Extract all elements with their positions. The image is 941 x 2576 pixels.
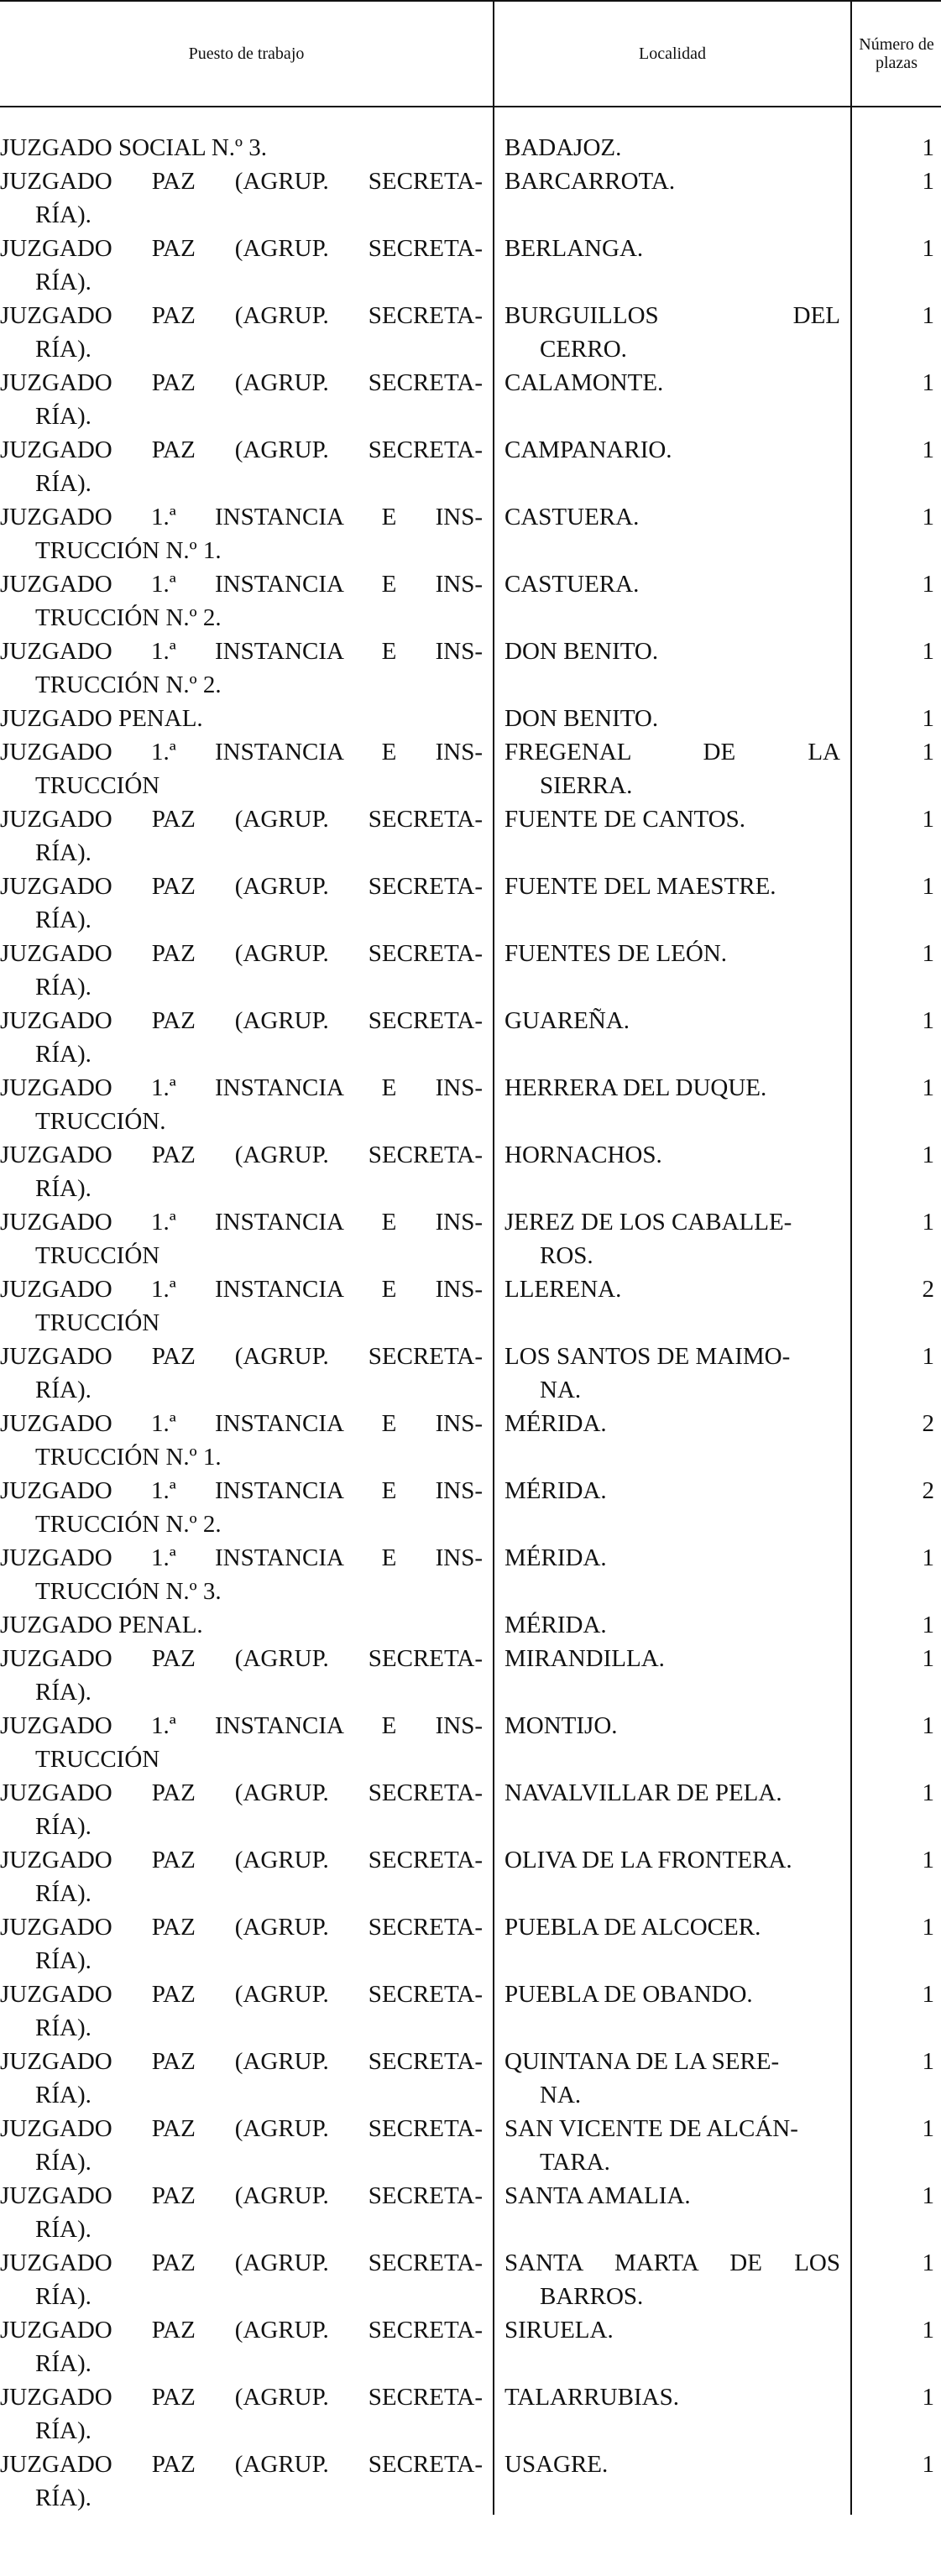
puesto-continuation: RÍA). [35, 2014, 91, 2041]
table-row [0, 1541, 941, 1608]
localidad-line: JEREZ DE LOS CABALLE- [504, 1209, 792, 1236]
cell-plazas: 1 [851, 2112, 941, 2179]
cell-plazas: 1 [851, 1642, 941, 1709]
localidad-line: CAMPANARIO. [504, 436, 672, 463]
table-row [0, 2448, 941, 2515]
puesto-continuation: TRUCCIÓN N.º 2. [35, 671, 222, 698]
cell-localidad [494, 735, 851, 802]
puesto-continuation: RÍA). [35, 839, 91, 866]
puesto-continuation: TRUCCIÓN N.º 3. [35, 1578, 222, 1605]
puesto-line: JUZGADO PAZ (AGRUP. SECRETA- [0, 1142, 483, 1168]
localidad-line: TALARRUBIAS. [504, 2384, 679, 2411]
puesto-line: JUZGADO 1.ª INSTANCIA E INS- [0, 1544, 483, 1571]
puesto-continuation: TRUCCIÓN N.º 1. [35, 1444, 222, 1471]
cell-localidad [494, 1642, 851, 1709]
puesto-continuation: RÍA). [35, 2216, 91, 2243]
puesto-line: JUZGADO PAZ (AGRUP. SECRETA- [0, 235, 483, 262]
puesto-line: JUZGADO PAZ (AGRUP. SECRETA- [0, 806, 483, 833]
cell-plazas: 1 [851, 131, 941, 165]
puesto-continuation: TRUCCIÓN [35, 1746, 160, 1773]
cell-localidad [494, 635, 851, 702]
puesto-line: JUZGADO PAZ (AGRUP. SECRETA- [0, 168, 483, 195]
localidad-line: PUEBLA DE OBANDO. [504, 1981, 753, 2008]
cell-plazas: 1 [851, 1608, 941, 1642]
cell-puesto [0, 2380, 494, 2448]
table-row [0, 937, 941, 1004]
puesto-continuation: TRUCCIÓN [35, 1309, 160, 1336]
puesto-continuation: RÍA). [35, 1947, 91, 1974]
table-row [0, 2112, 941, 2179]
table-row [0, 2179, 941, 2246]
puesto-line: JUZGADO PAZ (AGRUP. SECRETA- [0, 2451, 483, 2478]
cell-puesto [0, 1205, 494, 1272]
table-row [0, 366, 941, 433]
cell-puesto [0, 500, 494, 567]
cell-puesto [0, 1776, 494, 1843]
cell-puesto [0, 702, 494, 735]
cell-puesto [0, 1071, 494, 1138]
puesto-line: JUZGADO PAZ (AGRUP. SECRETA- [0, 1343, 483, 1370]
cell-plazas: 1 [851, 299, 941, 366]
localidad-line: MIRANDILLA. [504, 1645, 665, 1672]
puesto-continuation: RÍA). [35, 336, 91, 363]
spacer-row [0, 107, 941, 131]
table-row [0, 2045, 941, 2112]
table-row [0, 1910, 941, 1978]
cell-puesto [0, 870, 494, 937]
cell-localidad [494, 1910, 851, 1978]
cell-plazas: 1 [851, 1541, 941, 1608]
cell-plazas: 1 [851, 735, 941, 802]
table-row [0, 500, 941, 567]
puesto-line: JUZGADO PAZ (AGRUP. SECRETA- [0, 369, 483, 396]
cell-puesto [0, 433, 494, 500]
cell-localidad [494, 2313, 851, 2380]
localidad-line: HORNACHOS. [504, 1142, 662, 1168]
cell-puesto [0, 2045, 494, 2112]
cell-puesto [0, 131, 494, 165]
puesto-continuation: RÍA). [35, 1377, 91, 1403]
puesto-continuation: RÍA). [35, 2082, 91, 2108]
localidad-continuation: NA. [540, 2082, 582, 2108]
cell-plazas: 1 [851, 635, 941, 702]
cell-puesto [0, 1272, 494, 1340]
table-row [0, 1608, 941, 1642]
cell-plazas: 1 [851, 1910, 941, 1978]
cell-localidad [494, 702, 851, 735]
puesto-line: JUZGADO 1.ª INSTANCIA E INS- [0, 1209, 483, 1236]
table-row [0, 232, 941, 299]
localidad-line: MÉRIDA. [504, 1612, 607, 1638]
cell-puesto [0, 635, 494, 702]
localidad-line: HERRERA DEL DUQUE. [504, 1074, 767, 1101]
cell-puesto [0, 165, 494, 232]
cell-localidad [494, 2112, 851, 2179]
localidad-line: SAN VICENTE DE ALCÁN- [504, 2115, 798, 2142]
table-row [0, 635, 941, 702]
localidad-continuation: NA. [540, 1377, 582, 1403]
localidad-line: OLIVA DE LA FRONTERA. [504, 1847, 792, 1873]
cell-localidad [494, 1541, 851, 1608]
header-row [0, 1, 941, 107]
localidad-line: CALAMONTE. [504, 369, 664, 396]
cell-plazas: 2 [851, 1407, 941, 1474]
localidad-continuation: BARROS. [540, 2283, 644, 2310]
puesto-line: JUZGADO PAZ (AGRUP. SECRETA- [0, 2182, 483, 2209]
cell-puesto [0, 232, 494, 299]
table-row [0, 1776, 941, 1843]
cell-puesto [0, 1709, 494, 1776]
cell-plazas: 1 [851, 1978, 941, 2045]
puesto-continuation: TRUCCIÓN. [35, 1108, 166, 1135]
localidad-line: NAVALVILLAR DE PELA. [504, 1779, 782, 1806]
puesto-continuation: TRUCCIÓN [35, 1242, 160, 1269]
localidad-line: QUINTANA DE LA SERE- [504, 2048, 780, 2075]
localidad-line: SANTA MARTA DE LOS [504, 2249, 840, 2276]
cell-puesto [0, 1340, 494, 1407]
localidad-line: BERLANGA. [504, 235, 644, 262]
cell-plazas: 1 [851, 2448, 941, 2515]
cell-puesto [0, 1407, 494, 1474]
puesto-continuation: RÍA). [35, 2149, 91, 2176]
cell-plazas: 1 [851, 165, 941, 232]
cell-plazas: 1 [851, 937, 941, 1004]
puesto-line: JUZGADO PAZ (AGRUP. SECRETA- [0, 2048, 483, 2075]
cell-plazas: 1 [851, 1004, 941, 1071]
puesto-continuation: RÍA). [35, 2350, 91, 2377]
cell-plazas: 1 [851, 1776, 941, 1843]
table-row [0, 1071, 941, 1138]
table-row [0, 1642, 941, 1709]
cell-localidad [494, 366, 851, 433]
localidad-line: DON BENITO. [504, 705, 659, 732]
puesto-continuation: RÍA). [35, 470, 91, 497]
cell-localidad [494, 2246, 851, 2313]
puesto-line: JUZGADO 1.ª INSTANCIA E INS- [0, 739, 483, 765]
cell-localidad [494, 1205, 851, 1272]
localidad-continuation: ROS. [540, 1242, 593, 1269]
cell-plazas: 1 [851, 433, 941, 500]
cell-localidad [494, 1407, 851, 1474]
cell-puesto [0, 2179, 494, 2246]
table-row [0, 1709, 941, 1776]
localidad-line: BADAJOZ. [504, 134, 622, 161]
cell-puesto [0, 735, 494, 802]
cell-puesto [0, 1608, 494, 1642]
cell-localidad [494, 567, 851, 635]
header-puesto: Puesto de trabajo [0, 1, 494, 107]
cell-plazas: 1 [851, 1340, 941, 1407]
localidad-line: BURGUILLOS DEL [504, 302, 840, 329]
cell-localidad [494, 2045, 851, 2112]
table-row [0, 735, 941, 802]
localidad-line: SANTA AMALIA. [504, 2182, 691, 2209]
cell-puesto [0, 1978, 494, 2045]
localidad-continuation: CERRO. [540, 336, 627, 363]
cell-plazas: 1 [851, 1205, 941, 1272]
puesto-line: JUZGADO PAZ (AGRUP. SECRETA- [0, 2384, 483, 2411]
cell-plazas: 1 [851, 870, 941, 937]
table-row [0, 1407, 941, 1474]
localidad-line: FREGENAL DE LA [504, 739, 840, 765]
cell-localidad [494, 1272, 851, 1340]
cell-puesto [0, 1642, 494, 1709]
puesto-line: JUZGADO PAZ (AGRUP. SECRETA- [0, 873, 483, 900]
localidad-line: SIRUELA. [504, 2317, 614, 2343]
puesto-continuation: RÍA). [35, 1041, 91, 1068]
puesto-line: JUZGADO PAZ (AGRUP. SECRETA- [0, 1914, 483, 1941]
puesto-continuation: TRUCCIÓN N.º 2. [35, 604, 222, 631]
puesto-line: JUZGADO PAZ (AGRUP. SECRETA- [0, 436, 483, 463]
table-row [0, 1474, 941, 1541]
puesto-line: JUZGADO 1.ª INSTANCIA E INS- [0, 571, 483, 598]
cell-puesto [0, 1843, 494, 1910]
cell-puesto [0, 2246, 494, 2313]
localidad-line: MÉRIDA. [504, 1477, 607, 1504]
cell-plazas: 1 [851, 232, 941, 299]
cell-plazas: 2 [851, 1474, 941, 1541]
puesto-line: JUZGADO 1.ª INSTANCIA E INS- [0, 1712, 483, 1739]
puesto-continuation: RÍA). [35, 974, 91, 1001]
puesto-line: JUZGADO 1.ª INSTANCIA E INS- [0, 1074, 483, 1101]
table-row [0, 1340, 941, 1407]
cell-plazas: 1 [851, 2179, 941, 2246]
table-row [0, 433, 941, 500]
cell-plazas: 2 [851, 1272, 941, 1340]
cell-localidad [494, 165, 851, 232]
puesto-line: JUZGADO PAZ (AGRUP. SECRETA- [0, 2249, 483, 2276]
puesto-continuation: RÍA). [35, 403, 91, 430]
localidad-line: FUENTES DE LEÓN. [504, 940, 728, 967]
puesto-continuation: RÍA). [35, 1175, 91, 1202]
cell-plazas: 1 [851, 2380, 941, 2448]
table-row [0, 165, 941, 232]
cell-localidad [494, 870, 851, 937]
cell-puesto [0, 299, 494, 366]
cell-puesto [0, 366, 494, 433]
cell-localidad [494, 1709, 851, 1776]
localidad-line: GUAREÑA. [504, 1007, 630, 1034]
localidad-line: FUENTE DE CANTOS. [504, 806, 746, 833]
puesto-continuation: TRUCCIÓN [35, 772, 160, 799]
table-row [0, 131, 941, 165]
table-row [0, 2380, 941, 2448]
localidad-line: LOS SANTOS DE MAIMO- [504, 1343, 791, 1370]
cell-plazas: 1 [851, 1138, 941, 1205]
table-row [0, 1138, 941, 1205]
localidad-line: PUEBLA DE ALCOCER. [504, 1914, 761, 1941]
localidad-line: MÉRIDA. [504, 1544, 607, 1571]
puesto-continuation: RÍA). [35, 2417, 91, 2444]
puesto-continuation: RÍA). [35, 907, 91, 933]
cell-puesto [0, 2448, 494, 2515]
cell-localidad [494, 232, 851, 299]
puesto-line: JUZGADO PAZ (AGRUP. SECRETA- [0, 940, 483, 967]
cell-plazas: 1 [851, 702, 941, 735]
puesto-continuation: RÍA). [35, 1880, 91, 1907]
puesto-line: JUZGADO PAZ (AGRUP. SECRETA- [0, 1847, 483, 1873]
localidad-line: CASTUERA. [504, 504, 640, 530]
table-row [0, 1205, 941, 1272]
cell-localidad [494, 1978, 851, 2045]
puesto-line: JUZGADO SOCIAL N.º 3. [0, 134, 268, 161]
puesto-line: JUZGADO PAZ (AGRUP. SECRETA- [0, 2115, 483, 2142]
puesto-line: JUZGADO 1.ª INSTANCIA E INS- [0, 638, 483, 665]
localidad-line: CASTUERA. [504, 571, 640, 598]
localidad-continuation: SIERRA. [540, 772, 633, 799]
cell-plazas: 1 [851, 2246, 941, 2313]
table-row [0, 1978, 941, 2045]
header-localidad: Localidad [494, 1, 851, 107]
cell-localidad [494, 1071, 851, 1138]
localidad-line: DON BENITO. [504, 638, 659, 665]
puesto-continuation: RÍA). [35, 1813, 91, 1840]
cell-localidad [494, 1608, 851, 1642]
table-row [0, 870, 941, 937]
cell-plazas: 1 [851, 567, 941, 635]
localidad-line: BARCARROTA. [504, 168, 676, 195]
table-row [0, 2313, 941, 2380]
puesto-continuation: RÍA). [35, 1679, 91, 1706]
cell-localidad [494, 433, 851, 500]
cell-plazas: 1 [851, 2313, 941, 2380]
table-row [0, 1843, 941, 1910]
cell-puesto [0, 1138, 494, 1205]
table-row [0, 2246, 941, 2313]
cell-localidad [494, 2179, 851, 2246]
puesto-line: JUZGADO PENAL. [0, 705, 203, 732]
cell-puesto [0, 937, 494, 1004]
cell-localidad [494, 1474, 851, 1541]
cell-localidad [494, 937, 851, 1004]
cell-localidad [494, 1340, 851, 1407]
puesto-continuation: RÍA). [35, 2485, 91, 2511]
table-body [0, 107, 941, 2515]
puesto-continuation: RÍA). [35, 2283, 91, 2310]
puesto-line: JUZGADO PAZ (AGRUP. SECRETA- [0, 1645, 483, 1672]
cell-puesto [0, 1004, 494, 1071]
localidad-line: USAGRE. [504, 2451, 609, 2478]
cell-localidad [494, 299, 851, 366]
cell-plazas: 1 [851, 2045, 941, 2112]
puesto-continuation: TRUCCIÓN N.º 2. [35, 1511, 222, 1538]
puesto-line: JUZGADO 1.ª INSTANCIA E INS- [0, 504, 483, 530]
cell-plazas: 1 [851, 1709, 941, 1776]
cell-localidad [494, 1138, 851, 1205]
table-row [0, 1004, 941, 1071]
cell-puesto [0, 1541, 494, 1608]
puesto-line: JUZGADO PAZ (AGRUP. SECRETA- [0, 1779, 483, 1806]
puesto-line: JUZGADO 1.ª INSTANCIA E INS- [0, 1410, 483, 1437]
puesto-line: JUZGADO PAZ (AGRUP. SECRETA- [0, 2317, 483, 2343]
puesto-continuation: RÍA). [35, 201, 91, 228]
cell-puesto [0, 2112, 494, 2179]
table-row [0, 1272, 941, 1340]
localidad-line: FUENTE DEL MAESTRE. [504, 873, 776, 900]
cell-plazas: 1 [851, 500, 941, 567]
puesto-line: JUZGADO PENAL. [0, 1612, 203, 1638]
localidad-line: LLERENA. [504, 1276, 622, 1303]
table-row [0, 299, 941, 366]
localidad-line: MONTIJO. [504, 1712, 618, 1739]
puesto-line: JUZGADO 1.ª INSTANCIA E INS- [0, 1477, 483, 1504]
table-row [0, 802, 941, 870]
cell-localidad [494, 1843, 851, 1910]
cell-plazas: 1 [851, 802, 941, 870]
cell-localidad [494, 802, 851, 870]
cell-localidad [494, 2448, 851, 2515]
cell-plazas: 1 [851, 1071, 941, 1138]
localidad-line: MÉRIDA. [504, 1410, 607, 1437]
table-header [0, 1, 941, 107]
cell-plazas: 1 [851, 366, 941, 433]
cell-puesto [0, 802, 494, 870]
cell-localidad [494, 131, 851, 165]
cell-localidad [494, 2380, 851, 2448]
localidad-continuation: TARA. [540, 2149, 610, 2176]
puesto-continuation: TRUCCIÓN N.º 1. [35, 537, 222, 564]
puesto-line: JUZGADO 1.ª INSTANCIA E INS- [0, 1276, 483, 1303]
table-row [0, 702, 941, 735]
puesto-line: JUZGADO PAZ (AGRUP. SECRETA- [0, 1981, 483, 2008]
cell-puesto [0, 567, 494, 635]
puesto-continuation: RÍA). [35, 269, 91, 295]
cell-localidad [494, 500, 851, 567]
cell-plazas: 1 [851, 1843, 941, 1910]
cell-localidad [494, 1776, 851, 1843]
cell-localidad [494, 1004, 851, 1071]
cell-puesto [0, 1910, 494, 1978]
cell-puesto [0, 2313, 494, 2380]
header-numero-plazas: Número de plazas [851, 1, 941, 107]
cell-puesto [0, 1474, 494, 1541]
puesto-line: JUZGADO PAZ (AGRUP. SECRETA- [0, 302, 483, 329]
puesto-line: JUZGADO PAZ (AGRUP. SECRETA- [0, 1007, 483, 1034]
table-row [0, 567, 941, 635]
